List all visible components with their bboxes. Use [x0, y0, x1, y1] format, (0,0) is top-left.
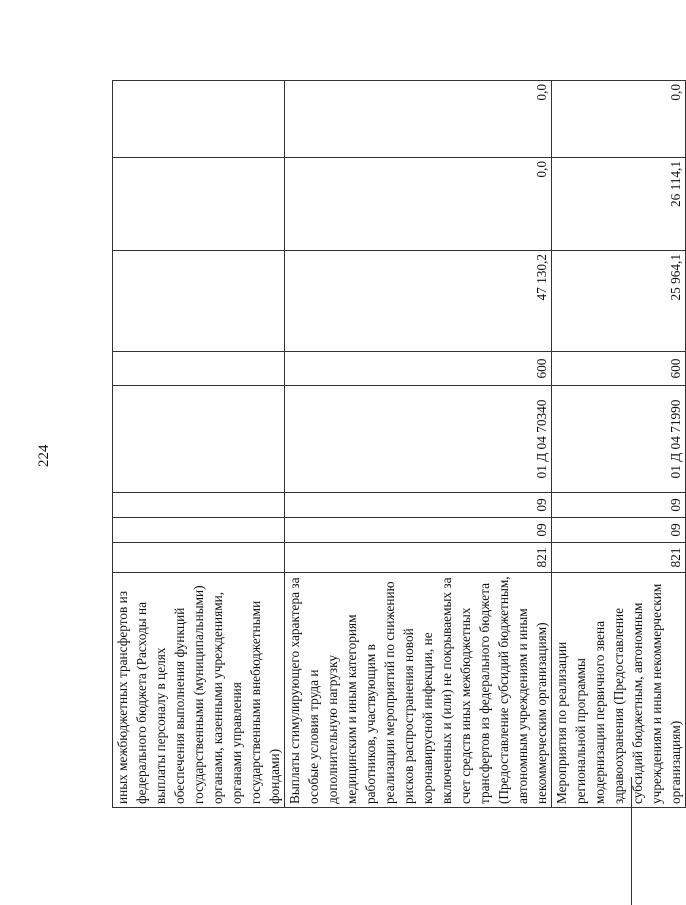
subsection-code: 09: [285, 493, 552, 518]
expense-type-code: 600: [552, 352, 686, 386]
target-item-code: 01 Д 04 71990: [552, 386, 686, 493]
amount-1: [113, 251, 285, 352]
expense-type-code: 600: [285, 352, 552, 386]
section-code: [113, 518, 285, 543]
target-item-code: [113, 386, 285, 493]
table-row: [285, 81, 552, 808]
section-code: 09: [285, 518, 552, 543]
amount-2: 26 114,1: [552, 158, 686, 251]
amount-2: [113, 158, 285, 251]
row-description: иных межбюджетных трансфертов из федерального бюджета (Расходы на выплаты персоналу в целях обеспечения выполнения функций государственными (муниципальными) органами, казенными учреждениями, органами управления государственными внебюджетными фондами): [113, 573, 285, 808]
table-row: [552, 81, 686, 808]
row-description: Мероприятия по реализации региональной программы модернизации первичного звена здравоохранения (Предоставление субсидий бюджетным, автономным учреждениям и иным некоммерческим организациям): [552, 573, 686, 808]
amount-1: 25 964,1: [552, 251, 686, 352]
page-number: 224: [36, 444, 52, 467]
amount-1: 47 130,2: [285, 251, 552, 352]
section-code: 09: [552, 518, 686, 543]
amount-3: 0,0: [552, 81, 686, 158]
subsection-code: 09: [552, 493, 686, 518]
row-description: Выплаты стимулирующего характера за особые условия труда и дополнительную нагрузку медицинским и иным категориям работников, участвующим в реализации мероприятий по снижению рисков распространения новой коронавирусной инфекции, не включенных и (или) не покрываемых за счет средств иных межбюджетных трансфертов из федерального бюджета (Предоставление субсидий бюджетным, автономным учреждениям и иным некоммерческим организациям): [285, 573, 552, 808]
amount-2: 0,0: [285, 158, 552, 251]
amount-3: 0,0: [285, 81, 552, 158]
footnote-rule: [631, 777, 632, 905]
expense-type-code: [113, 352, 285, 386]
ministry-code: 821: [285, 543, 552, 573]
ministry-code: 821: [552, 543, 686, 573]
ministry-code: [113, 543, 285, 573]
amount-3: [113, 81, 285, 158]
target-item-code: 01 Д 04 70340: [285, 386, 552, 493]
table-row: [113, 81, 285, 808]
budget-table: [112, 80, 686, 808]
subsection-code: [113, 493, 285, 518]
